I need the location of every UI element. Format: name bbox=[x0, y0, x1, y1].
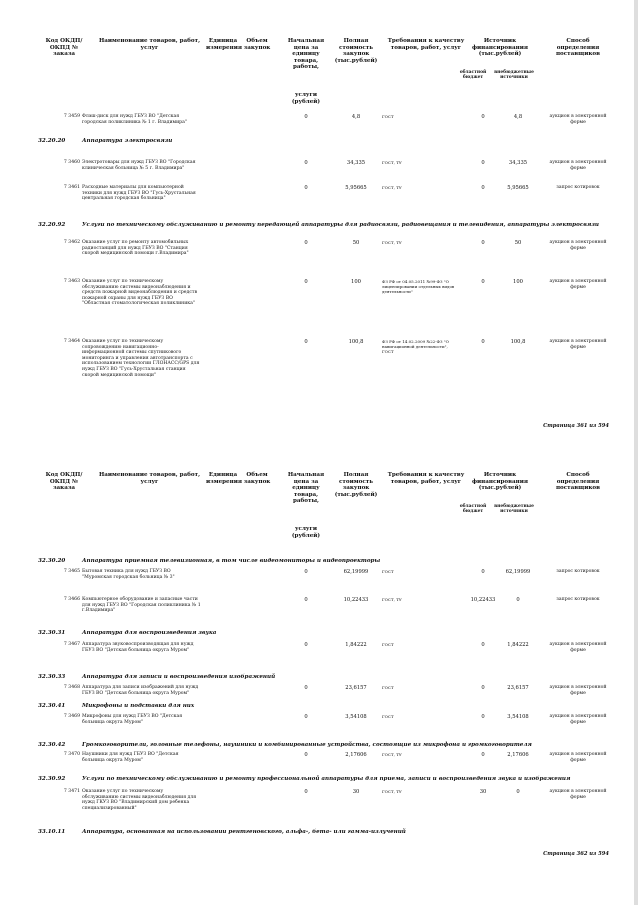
header-name: Наименование товаров, работ, услуг bbox=[98, 38, 201, 51]
row-name: Аппаратура для записи изображений для нужд ГБУЗ ВО "Детская больница округа Муром" bbox=[82, 685, 199, 696]
row-id: 7 3463 bbox=[63, 279, 80, 284]
row-extrabudget: 1,84222 bbox=[507, 642, 529, 648]
row-requirements: ГОСТ bbox=[382, 569, 394, 574]
row-regional: 0 bbox=[481, 714, 485, 720]
row-price: 0 bbox=[304, 714, 308, 720]
header-full-cost: Полная стоимость закупок (тыс.рублей) bbox=[334, 472, 378, 498]
row-id: 7 3462 bbox=[63, 240, 80, 245]
row-name: Микрофоны для нужд ГБУЗ ВО "Детская больница округа Муром" bbox=[82, 714, 183, 725]
header-unit: Единица измерения bbox=[206, 38, 242, 51]
row-regional: 30 bbox=[479, 789, 487, 795]
row-name: Оказание услуг по техническому обслуживанию системы видеонаблюдения и средств пожарной видеонаблюдения и средств пожарной охраны для нужд ГБУЗ ВО "Областная стоматологическая поликлиника" bbox=[82, 279, 198, 307]
row-requirements: ГОСТ, ТУ bbox=[382, 752, 402, 757]
row-extrabudget: 3,54108 bbox=[507, 714, 529, 720]
row-extrabudget: 5,95665 bbox=[507, 185, 529, 191]
section-code: 32.20.20 bbox=[38, 138, 66, 144]
header-code: Код ОКДП/ ОКПД № заказа bbox=[45, 472, 83, 492]
row-name: Аппаратура звуковоспроизводящая для нужд ГБУЗ ВО "Детская больница округа Муром" bbox=[82, 642, 194, 653]
row-name: Компьютерное оборудование и запасные части для нужд ГБУЗ ВО "Городская поликлиника № 1 г.Владимира" bbox=[82, 597, 201, 614]
row-name: Расходные материалы для компьютерной техники для нужд ГБУЗ ВО "Гусь-Хрустальная центральная городская больница" bbox=[82, 185, 196, 202]
row-price: 0 bbox=[304, 160, 308, 166]
row-method: аукцион в электронной форме bbox=[549, 789, 607, 800]
row-price: 0 bbox=[304, 642, 308, 648]
row-name: Наушники для нужд ГБУЗ ВО "Детская больница округа Муром" bbox=[82, 752, 179, 763]
row-full-cost: 23,6157 bbox=[345, 685, 367, 691]
row-requirements: ГОСТ bbox=[382, 114, 394, 119]
row-method: аукцион в электронной форме bbox=[549, 114, 607, 125]
row-id: 7 3460 bbox=[63, 160, 80, 165]
section-code: 32.30.41 bbox=[38, 703, 66, 709]
row-regional: 0 bbox=[481, 160, 485, 166]
row-extrabudget: 50 bbox=[514, 240, 522, 246]
header-initial-price-unit: услуги (рублей) bbox=[291, 92, 321, 105]
row-requirements: ГОСТ, ТУ bbox=[382, 240, 402, 245]
row-requirements: ГОСТ, ТУ bbox=[382, 185, 402, 190]
section-title: Услуги по техническому обслуживанию и ремонту профессиональной аппаратуры для приема, записи и воспроизведения звука и изображения bbox=[82, 776, 571, 782]
row-regional: 0 bbox=[481, 240, 485, 246]
section-title: Громкоговорители, головные телефоны, наушники и комбинированные устройства, состоящие из микрофона и громкоговорителя bbox=[82, 742, 532, 748]
row-name: Бытовая техника для нужд ГБУЗ ВО "Муромская городская больница № 3" bbox=[82, 569, 175, 580]
row-id: 7 3471 bbox=[63, 789, 80, 794]
row-extrabudget: 0 bbox=[516, 597, 520, 603]
section-title: Аппаратура электросвязи bbox=[82, 138, 173, 144]
row-extrabudget: 62,19999 bbox=[505, 569, 531, 575]
row-requirements: ГОСТ, ТУ bbox=[382, 597, 402, 602]
row-id: 7 3468 bbox=[63, 685, 80, 690]
row-method: аукцион в электронной форме bbox=[549, 752, 607, 763]
section-title: Аппаратура приемная телевизионная, в том числе видеомониторы и видеопроекторы bbox=[82, 558, 381, 564]
row-price: 0 bbox=[304, 569, 308, 575]
header-source-extrabudget: внебюджетные источники bbox=[494, 70, 534, 81]
header-initial-price-unit: услуги (рублей) bbox=[291, 526, 321, 539]
row-price: 0 bbox=[304, 114, 308, 120]
header-initial-price: Начальная цена за единицу товара, работы, bbox=[287, 38, 325, 71]
row-method: аукцион в электронной форме bbox=[549, 240, 607, 251]
row-id: 7 3469 bbox=[63, 714, 80, 719]
header-method: Способ определения поставщиков bbox=[555, 472, 601, 492]
section-code: 33.10.11 bbox=[38, 829, 66, 835]
header-requirements: Требования к качеству товаров, работ, услуг bbox=[387, 38, 465, 51]
row-full-cost: 34,335 bbox=[346, 160, 366, 166]
row-requirements: ГОСТ bbox=[382, 714, 394, 719]
row-method: запрос котировок bbox=[556, 597, 600, 602]
row-regional: 0 bbox=[481, 114, 485, 120]
row-name: Оказание услуг по техническому обслуживанию системы видеонаблюдения для нужд ГКУЗ ВО "Владимирский дом ребенка специализированный" bbox=[82, 789, 197, 811]
row-requirements: ГОСТ bbox=[382, 685, 394, 690]
row-name: Оказание услуг по техническому сопровождению навигационно-информационной системы спутникового мониторинга и управления автотранспорта с использованием технологии ГЛОНАСС/GPS для нужд ГБУЗ ВО "Гусь-Хрустальная станция скорой медицинской помощи" bbox=[82, 339, 200, 378]
section-title: Микрофоны и подставки для них bbox=[82, 703, 195, 709]
row-name: Флэш-диск для нужд ГБУЗ ВО "Детская городская поликлиника № 1 г. Владимира" bbox=[82, 114, 187, 125]
row-price: 0 bbox=[304, 279, 308, 285]
header-code: Код ОКДП/ ОКПД № заказа bbox=[45, 38, 83, 58]
row-regional: 0 bbox=[481, 279, 485, 285]
header-source: Источник финансирования (тыс.рублей) bbox=[471, 472, 529, 492]
row-full-cost: 5,95665 bbox=[345, 185, 367, 191]
row-extrabudget: 0 bbox=[516, 789, 520, 795]
row-regional: 10,22433 bbox=[470, 597, 496, 603]
row-extrabudget: 34,335 bbox=[508, 160, 528, 166]
row-full-cost: 1,84222 bbox=[345, 642, 367, 648]
row-price: 0 bbox=[304, 789, 308, 795]
row-full-cost: 30 bbox=[352, 789, 360, 795]
row-id: 7 3464 bbox=[63, 339, 80, 344]
row-regional: 0 bbox=[481, 185, 485, 191]
row-extrabudget: 100,8 bbox=[510, 339, 526, 345]
row-full-cost: 4,8 bbox=[351, 114, 361, 120]
row-id: 7 3470 bbox=[63, 752, 80, 757]
section-code: 32.30.92 bbox=[38, 776, 66, 782]
row-full-cost: 50 bbox=[352, 240, 360, 246]
row-full-cost: 10,22433 bbox=[343, 597, 369, 603]
row-requirements: ГОСТ bbox=[382, 642, 394, 647]
row-requirements: ГОСТ, ТУ bbox=[382, 789, 402, 794]
row-price: 0 bbox=[304, 597, 308, 603]
row-requirements: ГОСТ, ТУ bbox=[382, 160, 402, 165]
row-method: аукцион в электронной форме bbox=[549, 685, 607, 696]
section-code: 32.30.42 bbox=[38, 742, 66, 748]
row-price: 0 bbox=[304, 185, 308, 191]
section-title: Услуги по техническому обслуживанию и ремонту передающей аппаратуры для радиосвязи, радиовещания и телевидения, аппаратуры электросвязи bbox=[82, 222, 599, 228]
row-method: запрос котировок bbox=[556, 185, 600, 190]
header-source: Источник финансирования (тыс.рублей) bbox=[471, 38, 529, 58]
row-method: аукцион в электронной форме bbox=[549, 339, 607, 350]
row-name: Электротовары для нужд ГБУЗ ВО "Городская клиническая больница № 5 г. Владимира" bbox=[82, 160, 196, 171]
row-id: 7 3461 bbox=[63, 185, 80, 190]
row-method: аукцион в электронной форме bbox=[549, 279, 607, 290]
header-full-cost: Полная стоимость закупок (тыс.рублей) bbox=[334, 38, 378, 64]
header-source-regional: областной бюджет bbox=[459, 504, 487, 515]
page-edge-shadow bbox=[634, 0, 638, 905]
row-id: 7 3467 bbox=[63, 642, 80, 647]
row-full-cost: 2,17606 bbox=[345, 752, 367, 758]
row-method: аукцион в электронной форме bbox=[549, 642, 607, 653]
row-full-cost: 100,8 bbox=[348, 339, 364, 345]
section-code: 32.30.31 bbox=[38, 630, 66, 636]
header-requirements: Требования к качеству товаров, работ, услуг bbox=[387, 472, 465, 485]
section-code: 32.30.33 bbox=[38, 674, 66, 680]
row-requirements: ФЗ РФ от 04.05.2011 №99-ФЗ "О лицензировании отдельных видов деятельности" bbox=[382, 279, 455, 295]
row-extrabudget: 2,17606 bbox=[507, 752, 529, 758]
row-full-cost: 62,19999 bbox=[343, 569, 369, 575]
header-name: Наименование товаров, работ, услуг bbox=[98, 472, 201, 485]
header-unit: Единица измерения bbox=[206, 472, 242, 485]
page-footer: Страница 361 из 594 bbox=[543, 423, 609, 429]
row-id: 7 3465 bbox=[63, 569, 80, 574]
row-regional: 0 bbox=[481, 752, 485, 758]
row-regional: 0 bbox=[481, 642, 485, 648]
row-method: аукцион в электронной форме bbox=[549, 714, 607, 725]
row-requirements: ФЗ РФ от 14.02.2009 №22-ФЗ "О навигационной деятельности", ГОСТ bbox=[382, 339, 449, 355]
section-title: Аппаратура для воспроизведения звука bbox=[82, 630, 217, 636]
row-full-cost: 100 bbox=[351, 279, 361, 285]
header-source-regional: областной бюджет bbox=[459, 70, 487, 81]
row-extrabudget: 23,6157 bbox=[507, 685, 529, 691]
row-method: запрос котировок bbox=[556, 569, 600, 574]
row-extrabudget: 100 bbox=[513, 279, 523, 285]
section-code: 32.30.20 bbox=[38, 558, 66, 564]
row-price: 0 bbox=[304, 240, 308, 246]
header-volume: Объем закупок bbox=[243, 472, 271, 485]
row-regional: 0 bbox=[481, 685, 485, 691]
row-method: аукцион в электронной форме bbox=[549, 160, 607, 171]
row-name: Оказание услуг по ремонту автомобильных радиостанций для нужд ГБУЗ ВО "Станция скорой медицинской помощи г.Владимира" bbox=[82, 240, 189, 257]
section-title: Аппаратура, основанная на использовании рентгеновского, альфа-, бета- или гамма-излучений bbox=[82, 829, 406, 835]
header-source-extrabudget: внебюджетные источники bbox=[494, 504, 534, 515]
row-id: 7 3466 bbox=[63, 597, 80, 602]
row-price: 0 bbox=[304, 752, 308, 758]
row-full-cost: 3,54108 bbox=[345, 714, 367, 720]
section-code: 32.20.92 bbox=[38, 222, 66, 228]
header-volume: Объем закупок bbox=[243, 38, 271, 51]
header-initial-price: Начальная цена за единицу товара, работы, bbox=[287, 472, 325, 505]
row-id: 7 3459 bbox=[63, 114, 80, 119]
row-extrabudget: 4,8 bbox=[513, 114, 523, 120]
page-footer: Страница 362 из 594 bbox=[543, 851, 609, 857]
row-price: 0 bbox=[304, 685, 308, 691]
section-title: Аппаратура для записи и воспроизведения изображений bbox=[82, 674, 276, 680]
header-method: Способ определения поставщиков bbox=[555, 38, 601, 58]
row-regional: 0 bbox=[481, 339, 485, 345]
row-price: 0 bbox=[304, 339, 308, 345]
row-regional: 0 bbox=[481, 569, 485, 575]
